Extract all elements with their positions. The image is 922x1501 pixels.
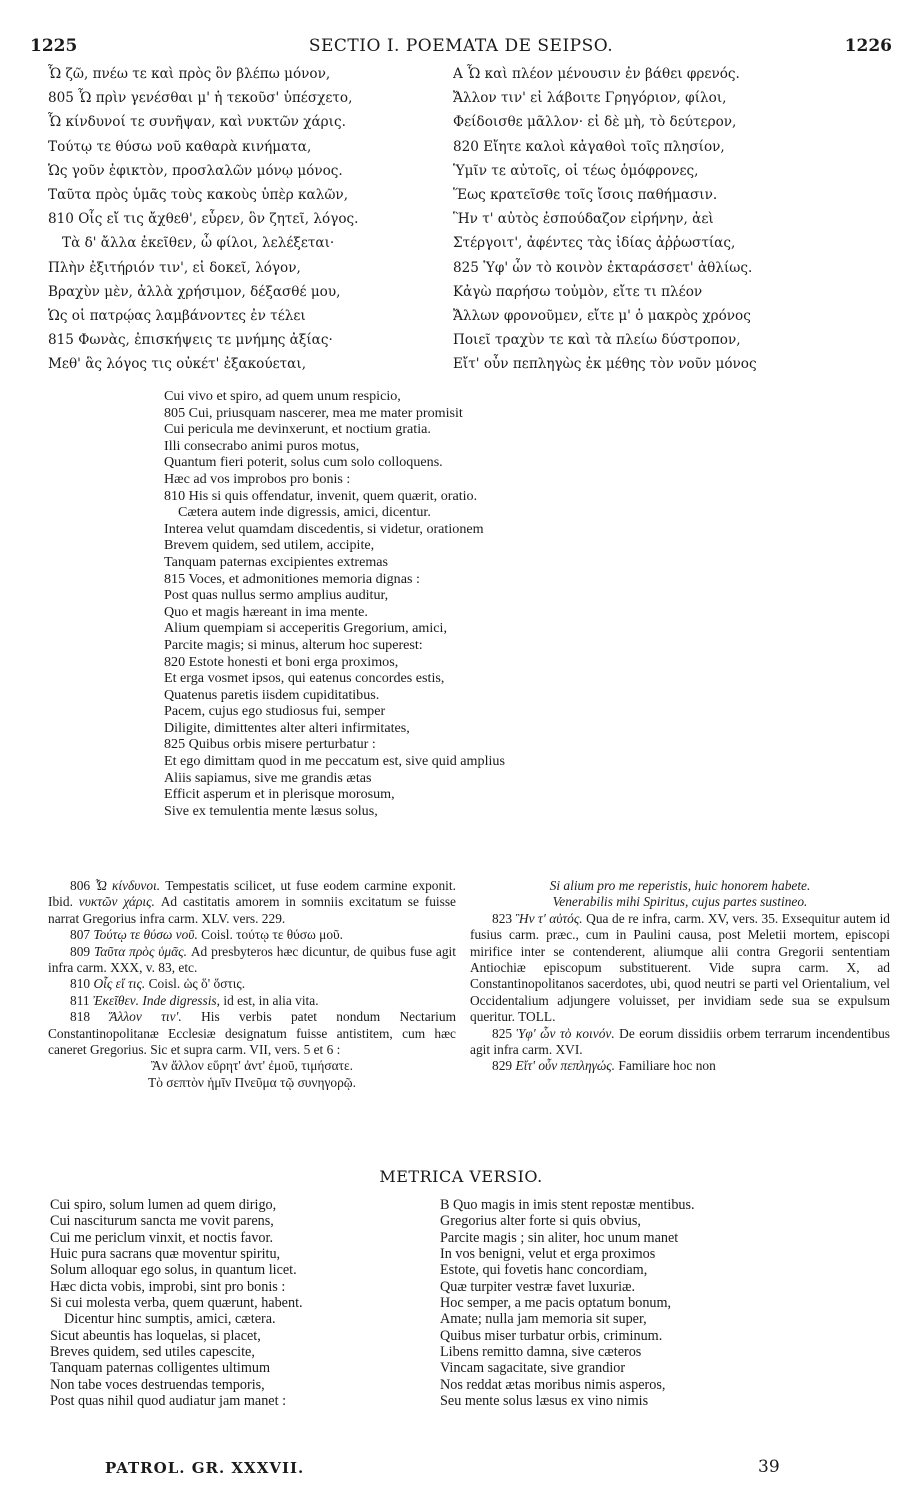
greek-line: Κἀγὼ παρήσω τοὐμὸν, εἴτε τι πλέον [453, 283, 703, 300]
note-fragment: 811 [70, 992, 90, 1008]
note-fragment: Qua de re infra, carm. XV, vers. 35. Exsequitur autem id fusius carm. præc., cum in Paulini causa, post Meletii mortem, episcopi mirifice inter se contenderent, aliumque alii contra Gregorii sententiam Antiochiæ episcopum substituerent. Vide supra carm. X, ad Constantinopolitanos sacerdotes, ubi, quod neutri se parti vel Orientalium, vel Occidentalium adjungere voluisset, per invidiam sede sua se expulsum queritur. TOLL. [470, 910, 890, 1025]
notes-right-column [470, 878, 890, 1075]
verse-line: Libens remitto damna, sive cæteros [440, 1344, 642, 1361]
footnote [48, 993, 456, 1009]
greek-line: Ποιεῖ τραχὺν τε καὶ τὰ πλείω δύστροπον, [453, 332, 741, 349]
note-fragment: Coisl. τούτῳ τε θύσω μοῦ. [197, 927, 344, 943]
footer-sheet-number: 39 [758, 1457, 780, 1477]
verse-line: Nos reddat ætas moribus nimis asperos, [440, 1376, 666, 1393]
note-fragment: Ἐκεῖθεν. [92, 992, 140, 1008]
greek-line: Τὰ δ' ἄλλα ἐκεῖθεν, ὦ φίλοι, λελέξεται· [62, 235, 335, 252]
note-fragment: Tempestatis scilicet, ut fuse eodem carmine exponit. Ibid. [48, 878, 456, 910]
verse-line: Amate; nulla jam memoria sit super, [440, 1311, 647, 1328]
note-fragment: Ἣν τ' αὐτός. [515, 910, 583, 926]
latin-line: Quatenus paretis iisdem cupiditatibus. [164, 686, 380, 703]
note-fragment: Οἷς εἴ τις. [93, 976, 146, 992]
footnote [470, 911, 890, 1026]
latin-line: Illi consecrabo animi puros motus, [164, 437, 360, 454]
greek-line: Ἄλλων φρονοῦμεν, εἴτε μ' ὁ μακρὸς χρόνος [453, 308, 751, 325]
latin-line: Diligite, dimittentes alter alteri infirmitates, [164, 719, 410, 736]
greek-text-left [48, 62, 448, 377]
footnote [48, 927, 456, 943]
page-header [0, 36, 922, 60]
metrical-verse-left [50, 1197, 440, 1409]
latin-line: Interea velut quamdam discedentis, si videtur, orationem [164, 520, 484, 537]
note-fragment: Τούτῳ τε θύσω νοῦ. [93, 927, 198, 943]
note-fragment: 809 [70, 943, 91, 959]
greek-line: Φείδοισθε μᾶλλον· εἰ δὲ μὴ, τὸ δεύτερον, [453, 114, 737, 131]
verse-line: Estote, qui fovetis hanc concordiam, [440, 1262, 648, 1279]
latin-line: 825 Quibus orbis misere perturbatur : [164, 736, 376, 753]
note-fragment: νυκτῶν χάρις. [78, 894, 155, 910]
verse-line: Sicut abeuntis has loquelas, si placet, [50, 1327, 261, 1344]
footnote [48, 976, 456, 992]
note-fragment: 829 [492, 1058, 513, 1074]
verse-line: Seu mente solus læsus ex vino nimis [440, 1393, 649, 1410]
note-fragment: Ad presbyteros hæc dicuntur, de quibus fuse agit infra carm. XXX, v. 83, etc. [48, 943, 456, 976]
verse-line: Solum alloquar ego solus, in quantum licet. [50, 1262, 297, 1279]
latin-line: Efficit asperum et in plerisque morosum, [164, 786, 395, 803]
note-fragment: 823 [492, 910, 513, 926]
note-fragment: 825 [492, 1025, 513, 1041]
footnote [470, 1026, 890, 1059]
latin-line: Sive ex temulentia mente læsus solus, [164, 802, 378, 819]
verse-line: Vincam sagacitate, sive grandior [440, 1360, 626, 1377]
note-fragment: Ταῦτα πρὸς ὑμᾶς. [94, 943, 187, 959]
greek-line: Ἣν τ' αὐτὸς ἐσπούδαζον εἰρήνην, ἀεὶ [453, 211, 714, 228]
verse-line: Parcite magis ; sin aliter, hoc unum manet [440, 1229, 679, 1246]
latin-line: Parcite magis; si minus, alterum hoc superest: [164, 636, 423, 653]
column-number-left: 1225 [30, 36, 78, 56]
greek-line: Βραχὺν μὲν, ἀλλὰ χρήσιμον, δέξασθέ μου, [48, 283, 341, 300]
greek-line: Ὧ ζῶ, πνέω τε καὶ πρὸς ὃν βλέπω μόνον, [48, 66, 331, 82]
greek-line: 810 Οἷς εἴ τις ἄχθεθ', εὗρεν, ὃν ζητεῖ, λόγος. [48, 211, 359, 228]
greek-line: A Ὧ καὶ πλέον μένουσιν ἐν βάθει φρενός. [453, 66, 740, 82]
verse-line: Non tabe voces destruendas temporis, [50, 1376, 265, 1393]
quote-line: Τὸ σεπτὸν ἡμῖν Πνεῦμα τῷ συνηγορῷ. [148, 1074, 356, 1090]
verse-line: Post quas nihil quod audiatur jam manet : [50, 1393, 287, 1410]
latin-line: Tanquam paternas excipientes extremas [164, 553, 389, 570]
latin-line: Alium quempiam si acceperitis Gregorium, amici, [164, 620, 447, 637]
note-fragment: id est, in alia vita. [220, 992, 319, 1008]
verse-line: Si cui molesta verba, quem quærunt, habent. [50, 1295, 303, 1312]
greek-line: Ὡς γοῦν ἐφικτὸν, προσλαλῶν μόνῳ μόνος. [48, 162, 343, 179]
note-fragment: Familiare hoc non [615, 1058, 716, 1074]
note-fragment: Ἄλλον τιν'. [109, 1009, 182, 1025]
note-fragment: Inde digressis, [142, 992, 220, 1008]
greek-line: Πλὴν ἐξιτήριόν τιν', εἰ δοκεῖ, λόγον, [48, 259, 301, 276]
greek-line: Μεθ' ἃς λόγος τις οὐκέτ' ἐξακούεται, [48, 356, 307, 373]
footnote [48, 1009, 456, 1058]
note-fragment: Ad castitatis amorem in somniis excitatum se fuisse narrat Gregorius infra carm. XLV. vers. 229. [48, 894, 457, 926]
greek-line: Ὑμῖν τε αὐτοῖς, οἱ τέως ὁμόφρονες, [453, 162, 699, 179]
note-fragment: 810 [70, 976, 91, 992]
greek-line: Ἄλλον τιν' εἰ λάβοιτε Γρηγόριον, φίλοι, [453, 90, 727, 107]
verse-line: Hoc semper, a me pacis optatum bonum, [440, 1295, 672, 1312]
note-fragment: Εἴτ' οὖν πεπληγώς. [515, 1058, 616, 1074]
verse-line: Tanquam paternas colligentes ultimum [50, 1360, 271, 1377]
latin-line: 820 Estote honesti et boni erga proximos, [164, 653, 399, 670]
latin-prose-translation [164, 388, 684, 819]
latin-line: Post quas nullus sermo amplius auditur, [164, 587, 389, 604]
note-fragment: 818 [70, 1009, 91, 1025]
metrical-verse-right [440, 1197, 880, 1409]
latin-line: Cætera autem inde digressis, amici, dicentur. [178, 504, 431, 521]
note-fragment: Coisl. ὡς ὅ' ὅστις. [145, 976, 246, 992]
latin-line: Quo et magis hæreant in ima mente. [164, 603, 368, 620]
latin-line: 810 His si quis offendatur, invenit, quem quærit, oratio. [164, 487, 478, 504]
greek-line: Ἕως κρατεῖσθε τοῖς ἴσοις παθήμασιν. [453, 187, 718, 204]
metrica-versio-title: METRICA VERSIO. [379, 1167, 543, 1186]
verse-line: Gregorius alter forte si quis obvius, [440, 1213, 641, 1230]
verse-line: In vos benigni, velut et erga proximos [440, 1246, 656, 1263]
greek-text-right [453, 62, 893, 377]
footer-volume: PATROL. GR. XXXVII. [105, 1459, 305, 1477]
running-title: SECTIO I. POEMATA DE SEIPSO. [308, 36, 614, 56]
quote-line: Ἂν ἄλλον εὕρητ' ἀντ' ἐμοῦ, τιμήσατε. [151, 1058, 353, 1074]
verse-line: Quæ turpiter vestræ favet luxuriæ. [440, 1278, 636, 1295]
note-fragment: His verbis patet nondum Nectarium Constantinopolitanæ Ecclesiæ designatum fuisse antistitem, cum hæc caneret Gregorius. Sic et supra carm. VII, vers. 5 et 6 : [48, 1009, 456, 1058]
footnote [470, 1058, 890, 1074]
note-fragment: Ὧ κίνδυνοι. [95, 878, 161, 893]
greek-line: 820 Εἴητε καλοὶ κἀγαθοὶ τοῖς πλησίον, [453, 138, 725, 155]
latin-line: Aliis sapiamus, sive me grandis ætas [164, 769, 372, 786]
latin-line: Hæc ad vos improbos pro bonis : [164, 470, 351, 487]
verse-line: Breves quidem, sed utiles capescite, [50, 1344, 255, 1361]
footnote [48, 944, 456, 977]
note-fragment: De eorum dissidiis orbem terrarum incendentibus agit infra carm. XVI. [470, 1025, 890, 1058]
note-fragment: Ὑφ' ὧν τὸ κοινόν. [516, 1025, 615, 1041]
notes-left-column [48, 878, 456, 1091]
verse-line: B Quo magis in imis stent repostæ mentibus. [440, 1197, 695, 1213]
latin-line: Cui pericula me devinxerunt, et noctium gratia. [164, 421, 431, 438]
verse-line: Quibus miser turbatur orbis, criminum. [440, 1327, 663, 1344]
greek-line: 815 Φωνὰς, ἐπισκήψεις τε μνήμης ἀξίας· [48, 332, 333, 349]
quote-line: Si alium pro me reperistis, huic honorem habete. [549, 878, 811, 893]
greek-line: 825 Ὑφ' ὧν τὸ κοινὸν ἐκταράσσετ' ἀθλίως. [453, 259, 753, 276]
greek-line: Ταῦτα πρὸς ὑμᾶς τοὺς κακοὺς ὑπὲρ καλῶν, [48, 187, 349, 204]
verse-line: Hæc dicta vobis, improbi, sint pro bonis : [50, 1278, 286, 1295]
greek-line: Ὧ κίνδυνοί τε συνῆψαν, καὶ νυκτῶν χάρις. [48, 114, 346, 131]
verse-line: Dicentur hinc sumptis, amici, cætera. [64, 1311, 276, 1328]
latin-line: Brevem quidem, sed utilem, accipite, [164, 537, 375, 554]
latin-line: Quantum fieri poterit, solus cum solo colloquens. [164, 454, 443, 471]
quote-line: Venerabilis mihi Spiritus, cujus partes sustineo. [552, 894, 808, 910]
latin-line: Et erga vosmet ipsos, qui eatenus concordes estis, [164, 670, 445, 687]
verse-line: Cui spiro, solum lumen ad quem dirigo, [50, 1197, 277, 1213]
note-fragment: 806 [70, 878, 91, 893]
latin-line: Cui vivo et spiro, ad quem unum respicio, [164, 388, 401, 404]
greek-line: 805 Ὧ πρὶν γενέσθαι μ' ἡ τεκοῦσ' ὑπέσχετο, [48, 90, 353, 107]
greek-line: Ὡς οἱ πατρῴας λαμβάνοντες ἐν τέλει [48, 308, 306, 325]
column-number-right: 1226 [844, 36, 892, 56]
note-fragment: 807 [70, 927, 91, 943]
greek-line: Στέργοιτ', ἀφέντες τὰς ἰδίας ἀῤῥωστίας, [453, 235, 736, 252]
verse-line: Cui me periclum vinxit, et noctis favor. [50, 1229, 274, 1246]
latin-line: Et ego dimittam quod in me peccatum est, sive quid amplius [164, 753, 505, 770]
latin-line: 815 Voces, et admonitiones memoria dignas : [164, 570, 420, 587]
greek-line: Τούτῳ τε θύσω νοῦ καθαρὰ κινήματα, [48, 138, 312, 155]
verse-line: Huic pura sacrans quæ moventur spiritu, [50, 1246, 281, 1263]
verse-line: Cui nasciturum sancta me vovit parens, [50, 1213, 274, 1230]
latin-line: 805 Cui, priusquam nascerer, mea me mater promisit [164, 404, 463, 421]
footnote [48, 878, 456, 927]
latin-line: Pacem, cujus ego studiosus fui, semper [164, 703, 386, 720]
greek-line: Εἴτ' οὖν πεπληγὼς ἐκ μέθης τὸν νοῦν μόνος [453, 356, 757, 373]
